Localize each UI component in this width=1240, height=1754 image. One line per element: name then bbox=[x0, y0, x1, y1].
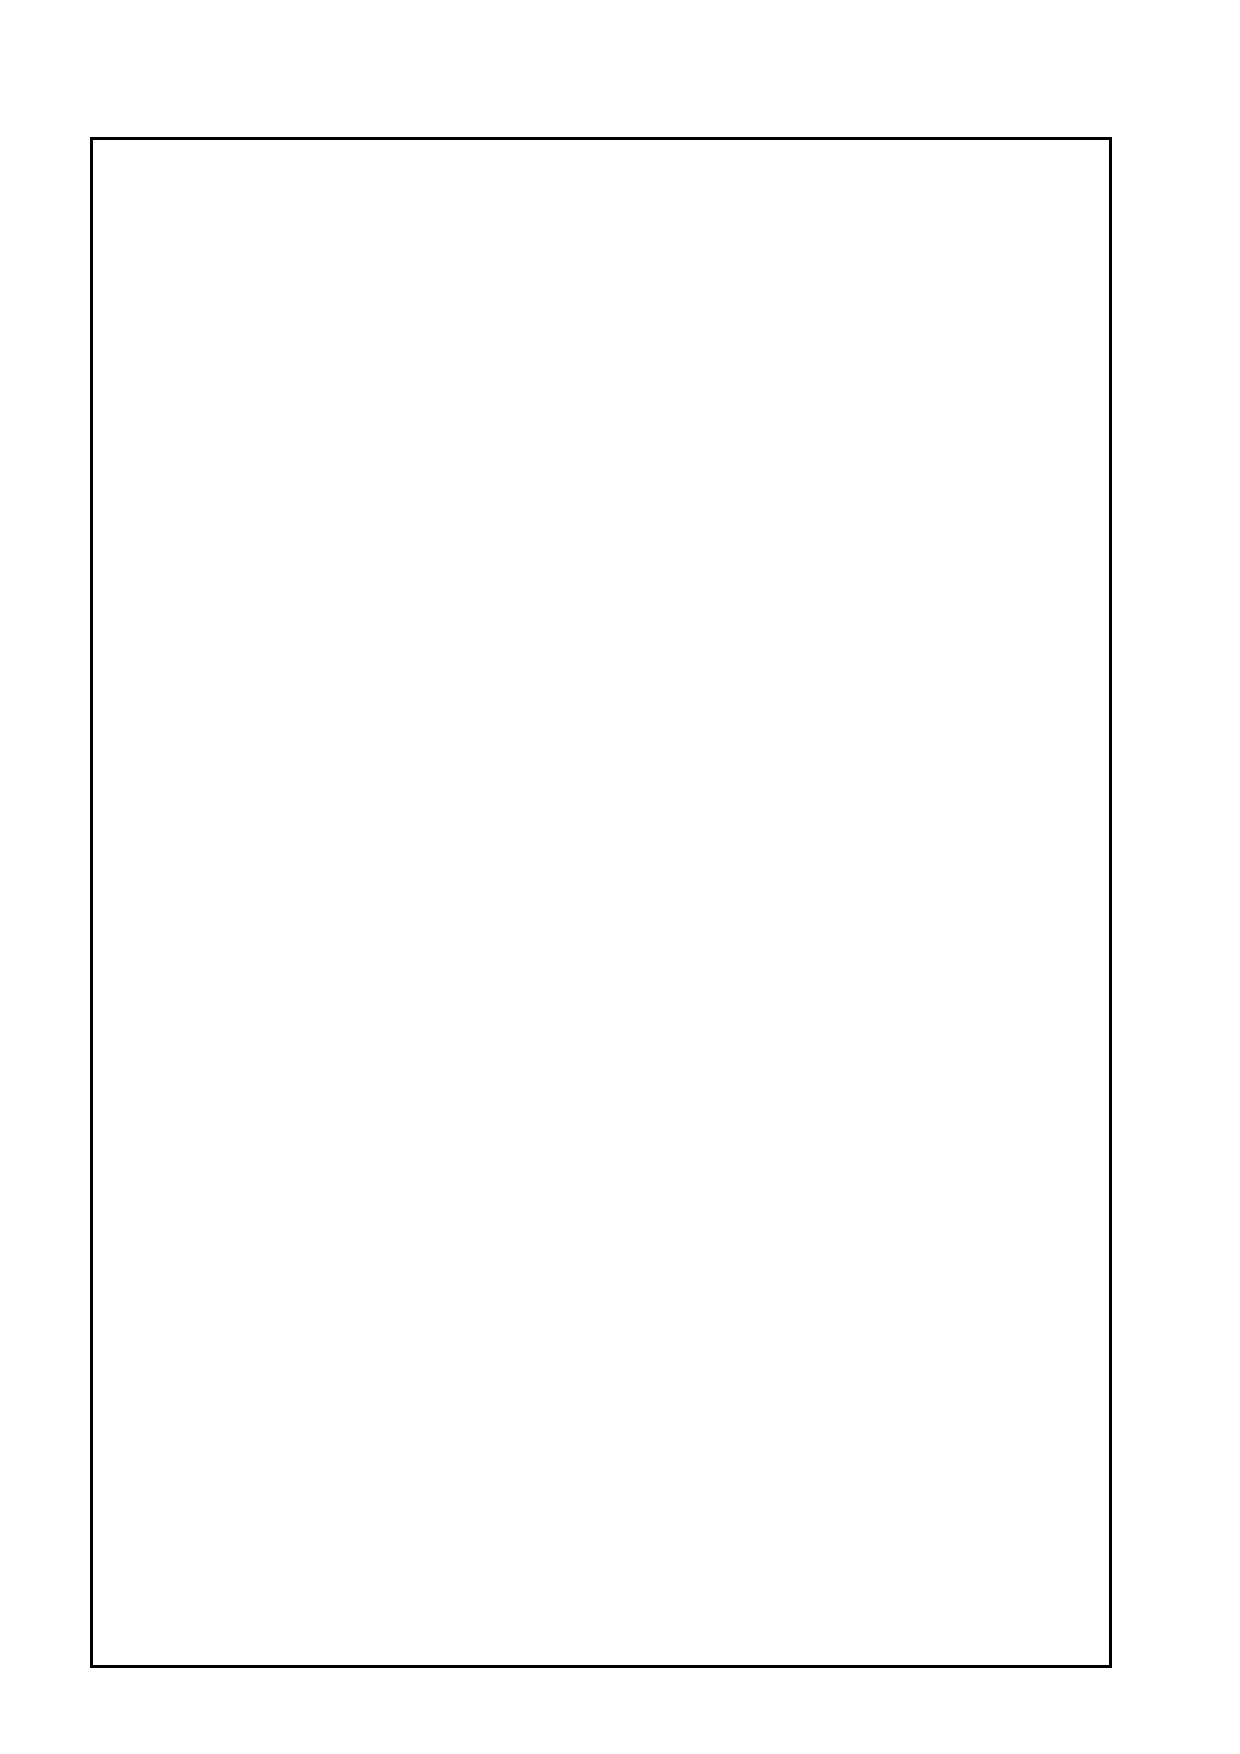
schedule-table bbox=[90, 137, 1112, 1668]
